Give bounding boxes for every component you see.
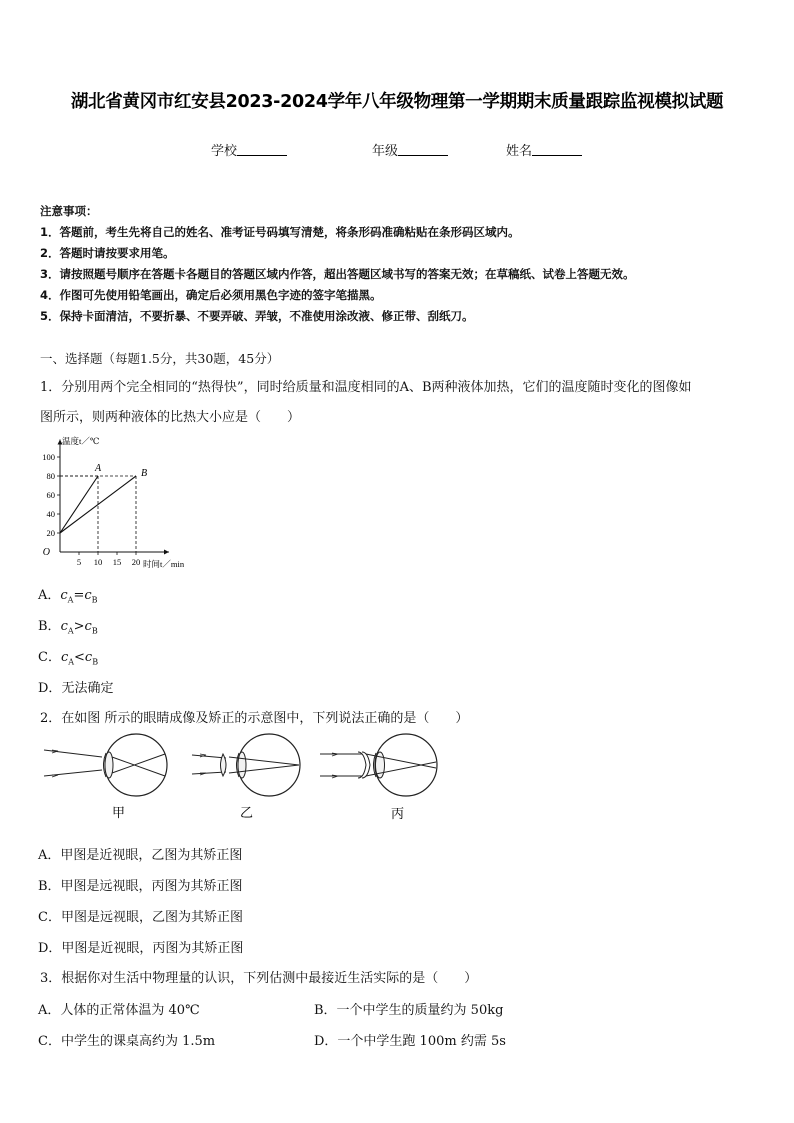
chart-plot (42, 436, 185, 569)
q2-option-b[interactable]: B．甲图是远视眼，丙图为其矫正图 (38, 879, 243, 894)
q3-option-c[interactable]: C．中学生的课桌高约为 1.5m (38, 1034, 216, 1049)
q2-stem: 2．在如图 所示的眼睛成像及矫正的示意图中，下列说法正确的是（ ） (40, 711, 469, 726)
q1-stem-line2: 图所示，则两种液体的比热大小应是（ ） (40, 410, 301, 425)
q2-option-a[interactable]: A．甲图是近视眼，乙图为其矫正图 (38, 848, 243, 863)
x-axis-label: 时间t／min (143, 559, 185, 569)
y-tick-label: 100 (42, 452, 55, 462)
notice-item: 1．答题前，考生先将自己的姓名、准考证号码填写清楚，将条形码准确粘贴在条形码区域内。 (40, 225, 520, 239)
grade-field (372, 140, 448, 159)
q3-option-d[interactable]: D．一个中学生跑 100m 约需 5s (314, 1034, 506, 1049)
series-label-B: B (141, 468, 148, 479)
series-label-A: A (94, 463, 102, 474)
series-line-A (60, 476, 98, 533)
name-label: 姓名 (506, 144, 533, 159)
q1-option-b[interactable]: B．$c_A>c_B$ (38, 619, 98, 636)
section-heading: 一、选择题（每题1.5分，共30题，45分） (40, 351, 280, 366)
x-tick-label: 20 (131, 557, 141, 567)
notice-item: 4．作图可先使用铅笔画出，确定后必须用黑色字迹的签字笔描黑。 (40, 288, 382, 302)
school-field (211, 140, 287, 159)
eye-diagram-bing (320, 734, 437, 796)
notice-item: 3．请按照题号顺序在答题卡各题目的答题区域内作答，超出答题区域书写的答案无效；在草稿纸、试卷上答题无效。 (40, 267, 635, 281)
x-axis-arrow (164, 550, 169, 555)
q3-option-a[interactable]: A．人体的正常体温为 40℃ (38, 1003, 200, 1018)
series-line-B (60, 476, 136, 533)
q2-option-d[interactable]: D．甲图是近视眼，丙图为其矫正图 (38, 941, 244, 956)
q1-stem-line1: 1．分别用两个完全相同的“热得快”，同时给质量和温度相同的A、B两种液体加热，它们的温度随时变化的图像如 (40, 380, 692, 395)
x-tick-label: 10 (93, 557, 103, 567)
grade-label: 年级 (372, 144, 399, 159)
name-blank (532, 143, 582, 156)
q1-temperature-chart (40, 432, 210, 574)
eye-diagram-yi (192, 734, 300, 796)
school-blank (237, 143, 287, 156)
y-axis-label: 温度t／℃ (62, 436, 100, 446)
y-tick-label: 20 (46, 528, 55, 538)
school-label: 学校 (211, 144, 238, 159)
notice-heading: 注意事项： (40, 204, 98, 218)
x-tick-label: 5 (76, 557, 82, 567)
q3-stem: 3．根据你对生活中物理量的认识，下列估测中最接近生活实际的是（ ） (40, 971, 478, 986)
diagram-label-jia: 甲 (112, 805, 126, 820)
q2-eye-diagrams (40, 732, 450, 824)
q3-option-b[interactable]: B．一个中学生的质量约为 50kg (314, 1003, 504, 1018)
diagram-label-bing: 丙 (391, 806, 405, 821)
y-tick-label: 80 (46, 471, 55, 481)
x-tick-label: 15 (112, 557, 122, 567)
q2-option-c[interactable]: C．甲图是远视眼，乙图为其矫正图 (38, 910, 243, 925)
y-tick-label: 60 (46, 490, 55, 500)
q1-option-d[interactable]: D．无法确定 (38, 681, 114, 696)
exam-title: 湖北省黄冈市红安县2023-2024学年八年级物理第一学期期末质量跟踪监视模拟试题 (70, 92, 724, 112)
notice-item: 2．答题时请按要求用笔。 (40, 246, 175, 260)
diagram-label-yi: 乙 (240, 805, 254, 820)
name-field (506, 140, 582, 159)
q1-option-c[interactable]: C．$c_A<c_B$ (38, 650, 99, 667)
origin-label: O (42, 547, 50, 558)
eye-diagram-jia (44, 734, 167, 796)
notice-item: 5．保持卡面清洁，不要折暴、不要弄破、弄皱，不准使用涂改液、修正带、刮纸刀。 (40, 309, 474, 323)
q1-option-a[interactable]: A．$c_A=c_B$ (38, 588, 98, 605)
grade-blank (398, 143, 448, 156)
y-tick-label: 40 (46, 509, 55, 519)
